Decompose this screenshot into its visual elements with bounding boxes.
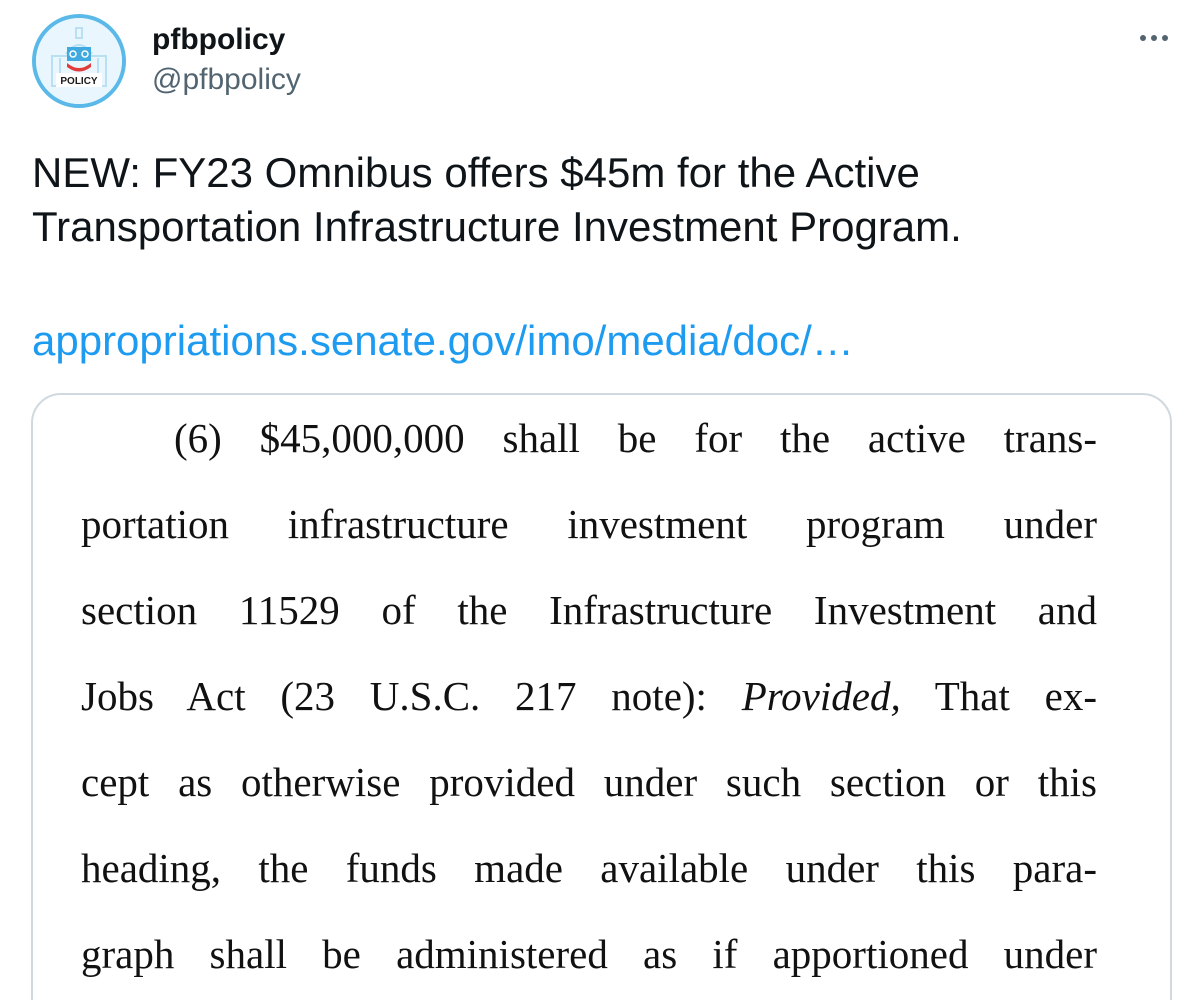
document-line: heading, the funds made available under this para- xyxy=(81,845,1097,891)
document-image xyxy=(81,395,1097,997)
document-line: graph shall be administered as if apportioned under xyxy=(81,931,1097,977)
avatar[interactable] xyxy=(32,14,126,108)
document-line: portation infrastructure investment program under xyxy=(81,501,1097,547)
pfbpolicy-logo-icon xyxy=(36,18,122,104)
document-line-text: Jobs Act (23 U.S.C. 217 note): xyxy=(81,673,742,719)
document-line: (6) $45,000,000 shall be for the active trans- xyxy=(174,415,1097,461)
more-options-button[interactable] xyxy=(1134,18,1174,58)
document-line: section 11529 of the Infrastructure Investment and xyxy=(81,587,1097,633)
document-line: cept as otherwise provided under such section or this xyxy=(81,759,1097,805)
tweet-link[interactable]: appropriations.senate.gov/imo/media/doc/… xyxy=(32,317,854,364)
document-line xyxy=(81,653,1097,739)
avatar-text: POLICY xyxy=(60,76,98,87)
more-horizontal-icon xyxy=(1137,21,1171,55)
user-handle[interactable]: @pfbpolicy xyxy=(152,63,301,96)
media-card[interactable] xyxy=(31,393,1172,1000)
document-line-text: That ex- xyxy=(900,673,1097,719)
display-name[interactable]: pfbpolicy xyxy=(152,23,286,56)
document-line-italic: Provided, xyxy=(741,673,901,719)
tweet-text: NEW: FY23 Omnibus offers $45m for the Active Transportation Infrastructure Investment Program. xyxy=(32,149,962,250)
